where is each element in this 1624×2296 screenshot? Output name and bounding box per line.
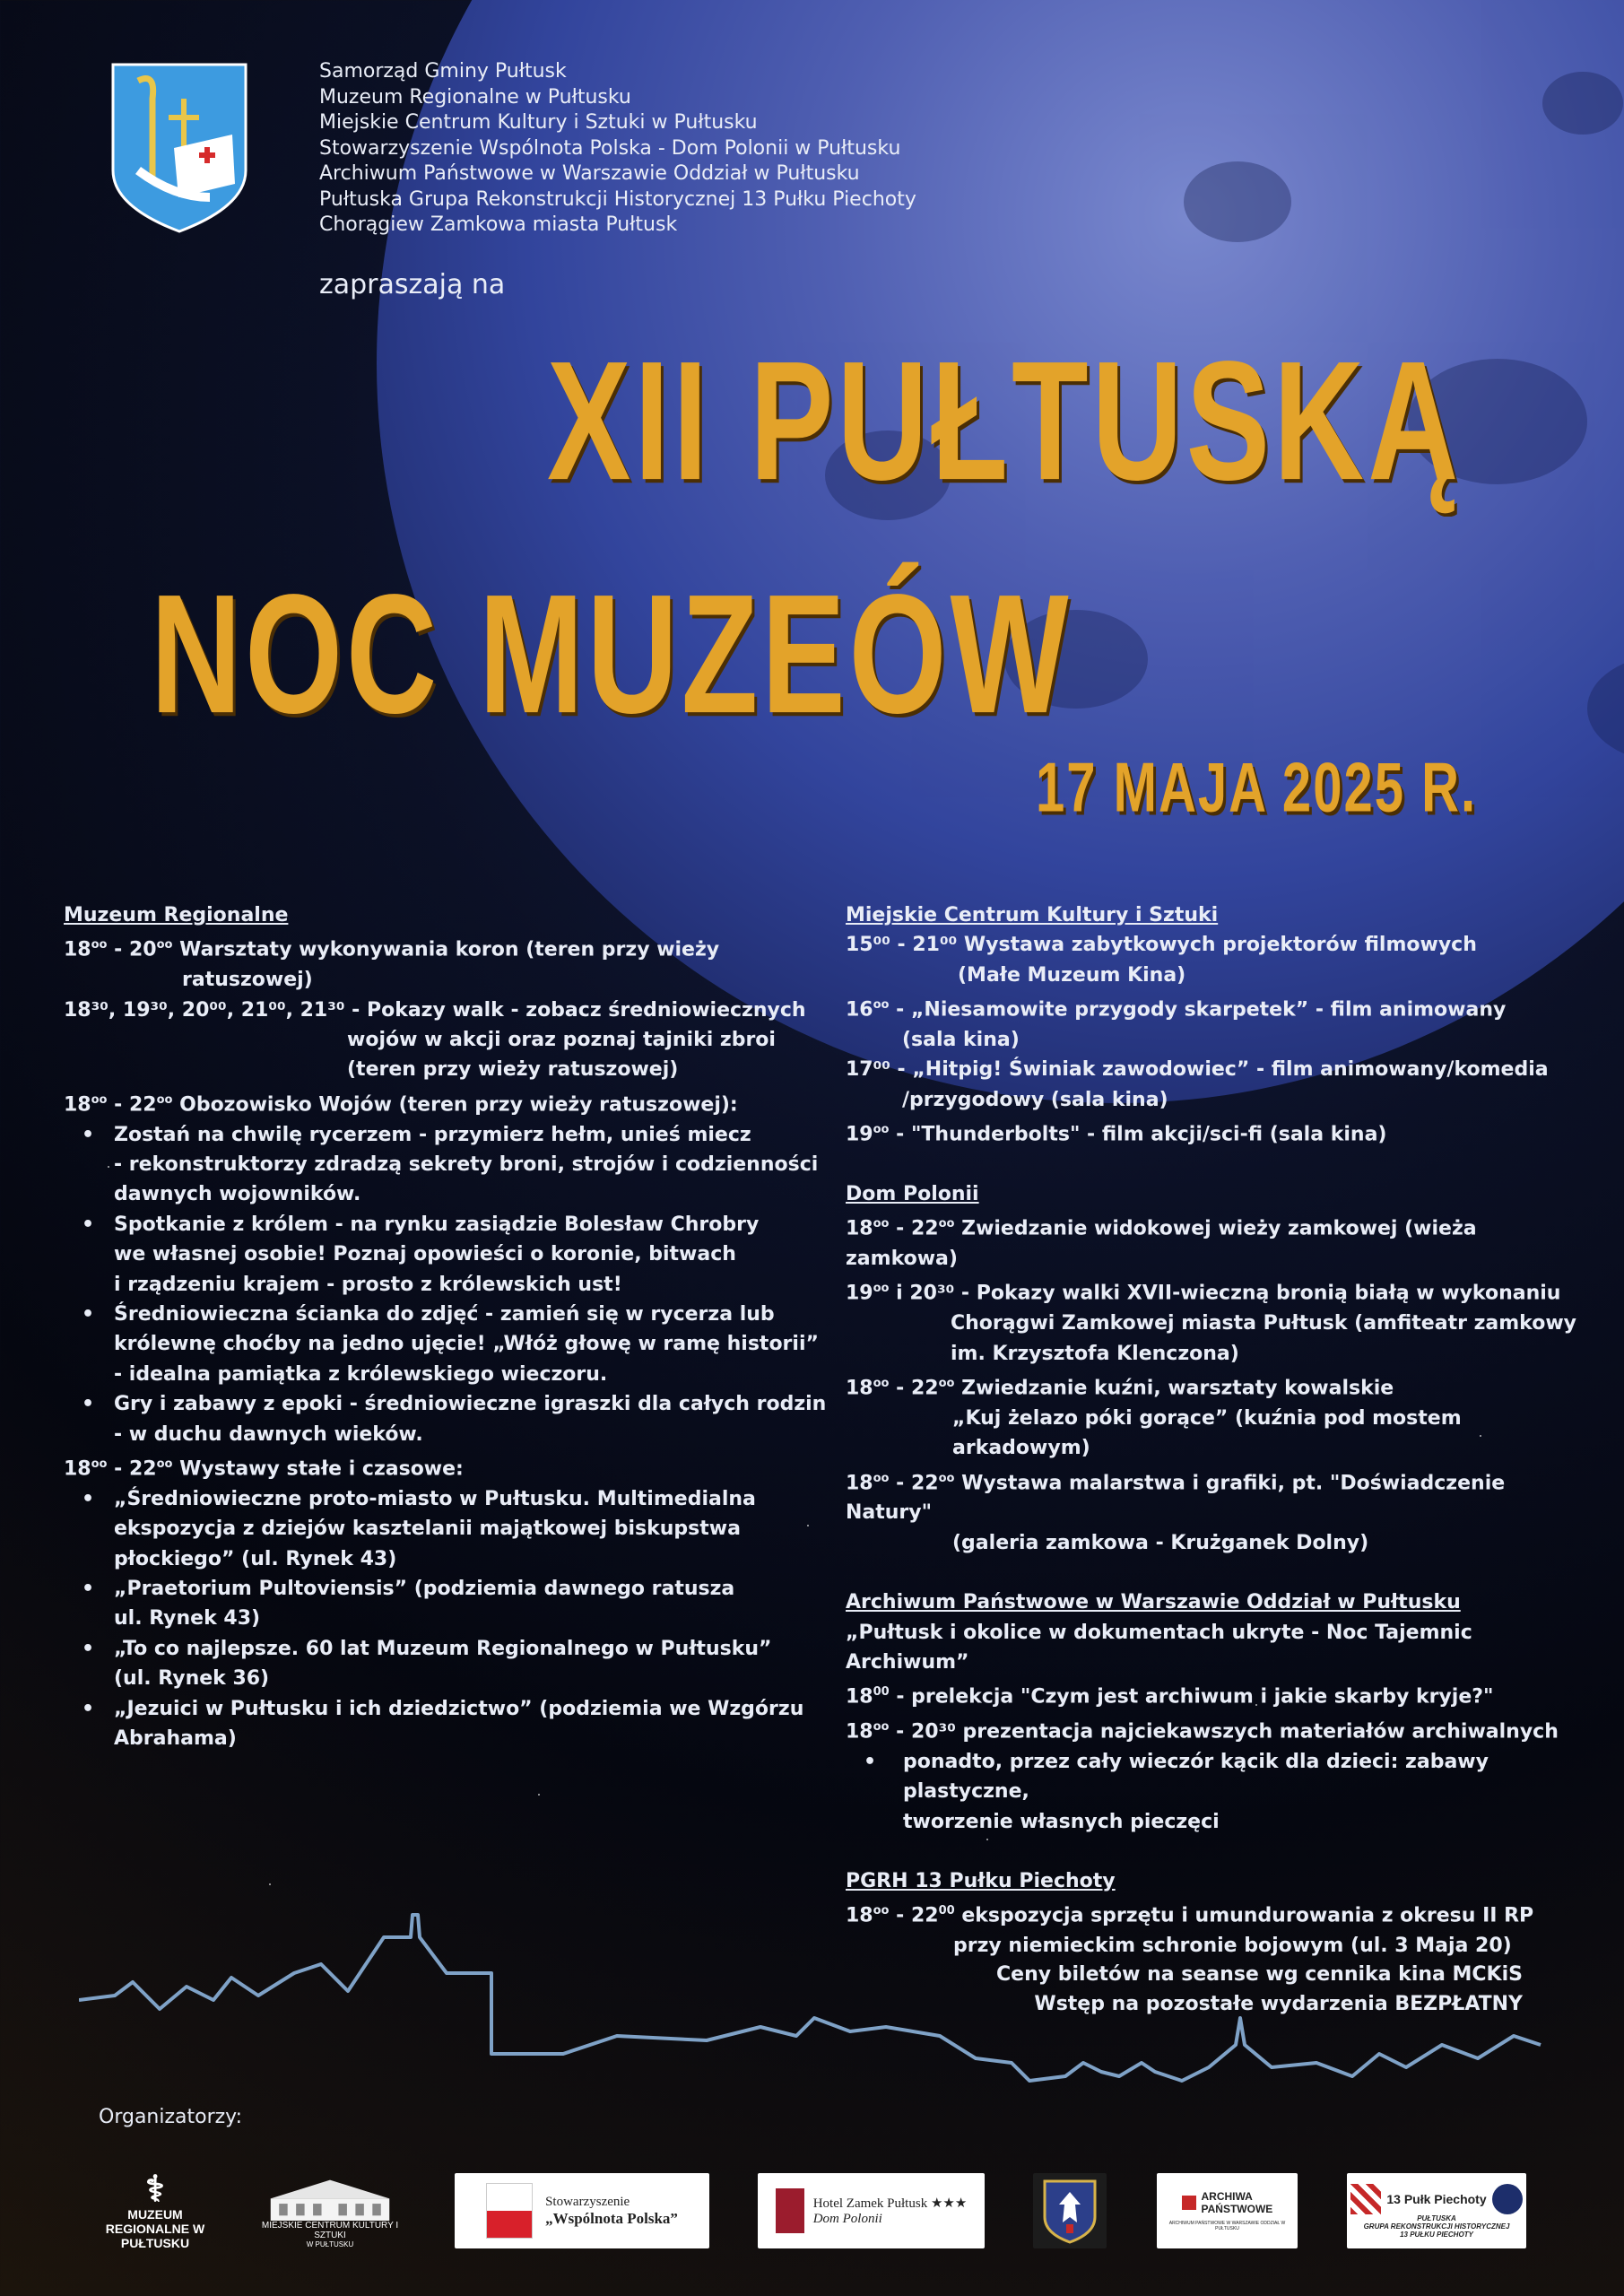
flag-icon: [486, 2183, 533, 2239]
archive-icon: [1182, 2196, 1196, 2210]
town-skyline-outline: [79, 1910, 1550, 2144]
list-item-cont: - rekonstruktorzy zdradzą sekrety broni, strojów i codzienności: [114, 1152, 819, 1176]
organizer-line: Muzeum Regionalne w Pułtusku: [319, 85, 631, 109]
list-item: • Spotkanie z królem - na rynku zasiądzie Bolesław Chrobry: [64, 1210, 835, 1239]
logo-text: MUZEUM REGIONALNE W PUŁTUSKU: [105, 2207, 205, 2250]
program-row: $18^{oo} - 22^{oo}$ Zwiedzanie widokowej wieży zamkowej (wieża zamkowa): [846, 1217, 1477, 1271]
program-row: (teren przy wieży ratuszowej): [347, 1058, 679, 1082]
logo-subtext: W PUŁTUSKU: [306, 2240, 354, 2248]
list-item: • „Jezuici w Pułtusku i ich dziedzictwo” (podziemia we Wzgórzu: [64, 1694, 835, 1724]
list-item: • „Średniowieczne proto-miasto w Pułtusku. Multimedialna: [64, 1484, 835, 1514]
list-item: • ponadto, przez cały wieczór kącik dla dzieci: zabawy plastyczne,: [846, 1747, 1581, 1807]
logo-muzeum: [97, 2170, 213, 2250]
cross-badge-icon: [1350, 2184, 1381, 2214]
event-date: 17 MAJA 2025 R.: [1036, 748, 1478, 828]
list-item-cont: Abrahama): [114, 1726, 237, 1750]
building-icon: [258, 2173, 402, 2221]
program-row: $18^{oo} - 22^{oo}$ Wystawy stałe i czasowe:: [64, 1457, 464, 1481]
logo-text: 13 Pułk Piechoty: [1386, 2191, 1487, 2206]
list-item-cont: dawnych wojowników.: [114, 1183, 361, 1206]
program-row: 18³⁰, 19³⁰, 20⁰⁰, 21⁰⁰, 21³⁰ - Pokazy walk - zobacz średniowiecznych: [64, 998, 806, 1022]
list-item-cont: i rządzeniu krajem - prosto z królewskich ust!: [114, 1273, 622, 1296]
section-heading: Miejskie Centrum Kultury i Sztuki: [846, 904, 1219, 926]
list-item: • Średniowieczna ścianka do zdjęć - zamień się w rycerza lub: [64, 1300, 835, 1329]
program-row: 17⁰⁰ - „Hitpig! Świniak zawodowiec” - film animowany/komedia: [846, 1058, 1549, 1082]
program-row: (Małe Muzeum Kina): [958, 963, 1186, 987]
program-row: przy niemieckim schronie bojowym (ul. 3 Maja 20): [953, 1935, 1512, 1958]
program-row: $18^{oo} - 20^{30}$ prezentacja najciekawszych materiałów archiwalnych: [846, 1720, 1559, 1744]
logo-text: „Wspólnota Polska”: [545, 2209, 678, 2227]
program-row: $19^{oo}$ i 20³⁰ - Pokazy walki XVII-wieczną bronią białą w wykonaniu: [846, 1282, 1561, 1305]
logo-hotel-zamek: [758, 2173, 985, 2248]
list-item-cont: płockiego” (ul. Rynek 43): [114, 1547, 397, 1570]
program-row: 15⁰⁰ - 21⁰⁰ Wystawa zabytkowych projektorów filmowych: [846, 934, 1477, 957]
program-row: arkadowym): [952, 1437, 1090, 1460]
list-item-cont: - idealna pamiątka z królewskiego wieczoru.: [114, 1362, 608, 1386]
section-heading: PGRH 13 Pułku Piechoty: [846, 1870, 1116, 1892]
organizer-line: Archiwum Państwowe w Warszawie Oddział w Pułtusku: [319, 162, 860, 185]
program-row: $18^{oo} - 20^{oo}$ Warsztaty wykonywania koron (teren przy wieży: [64, 938, 720, 961]
logo-archiwa: [1157, 2173, 1298, 2248]
list-item: • „To co najlepsze. 60 lat Muzeum Regionalnego w Pułtusku”: [64, 1634, 835, 1664]
list-item-cont: ul. Rynek 43): [114, 1607, 261, 1631]
list-item: • Zostań na chwilę rycerzem - przymierz hełm, unieś miecz: [64, 1120, 835, 1150]
program-left-column: [64, 900, 835, 1753]
ticket-line: Ceny biletów na seanse wg cennika kina MCKiS: [996, 1963, 1523, 1986]
logo-choragiew: [1033, 2173, 1107, 2248]
list-item-cont: ekspozycja z dziejów kasztelanii majątkowej biskupstwa: [114, 1518, 741, 1541]
eagle-crest-icon: [1041, 2178, 1099, 2244]
organizer-line: Pułtuska Grupa Rekonstrukcji Historycznej 13 Pułku Piechoty: [319, 187, 916, 211]
logo-text: Hotel Zamek Pułtusk ★★★: [812, 2196, 968, 2211]
title-line-2: NOC MUZEÓW: [151, 558, 1073, 749]
program-row: $16^{oo}$ - „Niesamowite przygody skarpetek” - film animowany: [846, 998, 1507, 1022]
organizer-line: Samorząd Gminy Pułtusk: [319, 60, 567, 83]
logo-text: Stowarzyszenie: [545, 2194, 630, 2209]
program-row: „Kuj żelazo póki gorące” (kuźnia pod mostem: [952, 1406, 1462, 1430]
list-item: • „Praetorium Pultoviensis” (podziemia dawnego ratusza: [64, 1574, 835, 1604]
program-row: $18^{oo} - 22^{oo}$ Wystawa malarstwa i grafiki, pt. "Doświadczenie Natury": [846, 1471, 1506, 1525]
section-heading: Muzeum Regionalne: [64, 904, 289, 926]
program-row: $19^{oo}$ - "Thunderbolts" - film akcji/sci-fi (sala kina): [846, 1123, 1387, 1146]
logo-subtext: Dom Polonii: [812, 2212, 882, 2226]
program-row: $18^{00}$ - prelekcja "Czym jest archiwum i jakie skarby kryje?": [846, 1685, 1494, 1709]
section-heading: Dom Polonii: [846, 1182, 979, 1205]
organizer-line: Stowarzyszenie Wspólnota Polska - Dom Polonii w Pułtusku: [319, 136, 901, 160]
coat-of-arms-icon: [111, 63, 248, 233]
logo-13-pulk: [1347, 2173, 1526, 2248]
section-heading: Archiwum Państwowe w Warszawie Oddział w Pułtusku: [846, 1591, 1461, 1614]
logo-text: MIEJSKIE CENTRUM KULTURY I SZTUKI: [261, 2221, 399, 2240]
organizers-label: Organizatorzy:: [99, 2106, 243, 2128]
logo-subtext: GRUPA REKONSTRUKCJI HISTORYCZNEJ: [1363, 2222, 1510, 2231]
program-row: $18^{oo} - 22^{00}$ ekspozycja sprzętu i umundurowania z okresu II RP: [846, 1904, 1534, 1927]
logo-mckis: [254, 2173, 406, 2248]
list-item-cont: tworzenie własnych pieczęci: [903, 1810, 1220, 1833]
list-item-cont: - w duchu dawnych wieków.: [114, 1422, 423, 1446]
program-row: im. Krzysztofa Klenczona): [951, 1342, 1239, 1365]
list-item-cont: królewnę choćby na jedno ujęcie! „Włóż głowę w ramę historii”: [114, 1333, 819, 1356]
program-row: Chorągwi Zamkowej miasta Pułtusk (amfiteatr zamkowy: [951, 1312, 1576, 1335]
ticket-line: Wstęp na pozostałe wydarzenia BEZPŁATNY: [1034, 1993, 1523, 2015]
logo-subtext: PUŁTUSKA: [1417, 2213, 1456, 2222]
organizers-list: [319, 59, 916, 239]
invite-text: zapraszają na: [319, 269, 506, 300]
program-row: „Pułtusk i okolice w dokumentach ukryte - Noc Tajemnic Archiwum”: [846, 1621, 1472, 1674]
list-item-cont: (ul. Rynek 36): [114, 1667, 270, 1691]
program-right-column: [846, 900, 1581, 1961]
logo-wspolnota-polska: [455, 2173, 709, 2248]
logo-subtext: 13 PUŁKU PIECHOTY: [1400, 2230, 1473, 2239]
hotel-icon: [776, 2188, 804, 2233]
organizer-line: Miejskie Centrum Kultury i Sztuki w Pułtusku: [319, 111, 758, 134]
list-item-cont: we własnej osobie! Poznaj opowieści o koronie, bitwach: [114, 1243, 736, 1266]
list-item: • Gry i zabawy z epoki - średniowieczne igraszki dla całych rodzin: [64, 1389, 835, 1419]
logo-text: ARCHIWA PAŃSTWOWE: [1201, 2190, 1273, 2215]
program-row: wojów w akcji oraz poznaj tajniki zbroi: [347, 1028, 776, 1051]
title-line-1: XII PUŁTUSKĄ: [547, 325, 1463, 516]
organizer-line: Chorągiew Zamkowa miasta Pułtusk: [319, 213, 678, 236]
program-row: $18^{oo} - 22^{oo}$ Obozowisko Wojów (teren przy wieży ratuszowej):: [64, 1092, 738, 1117]
program-row: $18^{oo} - 22^{oo}$ Zwiedzanie kuźni, warsztaty kowalskie: [846, 1377, 1394, 1400]
program-row: (galeria zamkowa - Krużganek Dolny): [952, 1531, 1369, 1554]
program-row: ratuszowej): [182, 969, 313, 992]
ornament-icon: ⚕: [145, 2170, 165, 2209]
logo-subtext: ARCHIWUM PAŃSTWOWE W WARSZAWIE ODDZIAŁ W PUŁTUSKU: [1168, 2221, 1286, 2231]
emblem-icon: [1492, 2184, 1523, 2214]
program-row: /przygodowy (sala kina): [902, 1088, 1168, 1111]
program-row: (sala kina): [902, 1028, 1020, 1051]
